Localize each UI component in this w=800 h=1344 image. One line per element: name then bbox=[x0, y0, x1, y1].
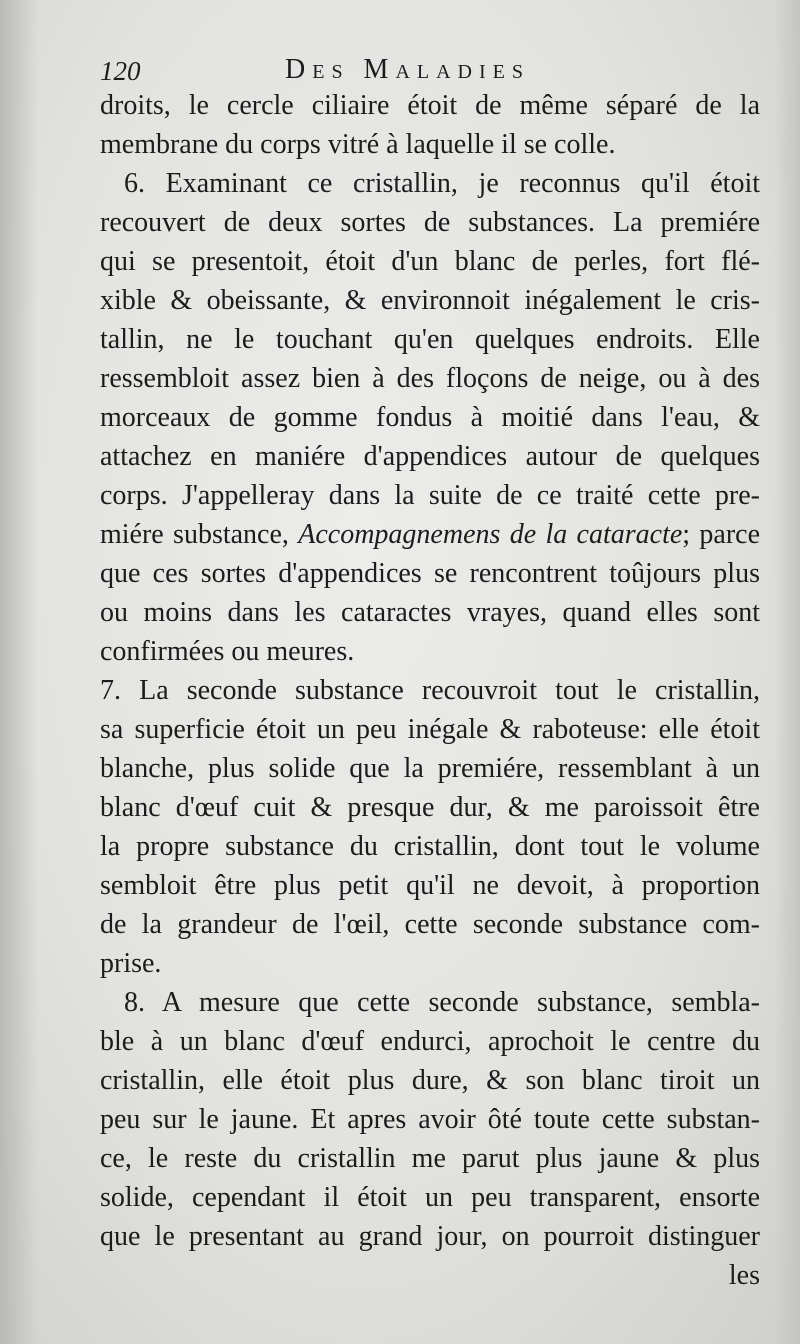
text-line: solide, cependant il étoit un peu transparent, ensorte bbox=[100, 1182, 760, 1213]
spine-shadow bbox=[0, 0, 38, 1344]
running-head: Des Maladies bbox=[285, 54, 531, 85]
text-line: xible & obeissante, & environnoit inégalement le cris- bbox=[100, 285, 760, 316]
italic-term: Accompagnemens de la cataracte bbox=[298, 519, 683, 550]
catchword: les bbox=[728, 1260, 760, 1291]
text-line: ou moins dans les cataractes vrayes, quand elles sont bbox=[100, 597, 760, 628]
text-line: ressembloit assez bien à des floçons de neige, ou à des bbox=[100, 363, 760, 394]
text-line: blanc d'œuf cuit & presque dur, & me paroissoit être bbox=[100, 792, 760, 823]
text-line: corps. J'appelleray dans la suite de ce traité cette pre- bbox=[100, 480, 760, 511]
page-edge-shadow bbox=[774, 0, 800, 1344]
text-line: droits, le cercle ciliaire étoit de même séparé de la bbox=[100, 90, 760, 121]
text-line: ce, le reste du cristallin me parut plus jaune & plus bbox=[100, 1143, 760, 1174]
text-line: de la grandeur de l'œil, cette seconde substance com- bbox=[100, 909, 760, 940]
text-line: morceaux de gomme fondus à moitié dans l'eau, & bbox=[100, 402, 760, 433]
text-line: recouvert de deux sortes de substances. La premiére bbox=[100, 207, 760, 238]
body-text bbox=[100, 86, 760, 1295]
text-line: attachez en maniére d'appendices autour de quelques bbox=[100, 441, 760, 472]
page-number: 120 bbox=[100, 56, 141, 86]
text-line: la propre substance du cristallin, dont tout le volume bbox=[100, 831, 760, 862]
paragraph-8-first-line: 8. A mesure que cette seconde substance, sembla- bbox=[124, 987, 760, 1018]
text-line: prise. bbox=[100, 948, 162, 979]
text-fragment: miére substance, bbox=[100, 519, 299, 550]
paragraph-7-first-line: 7. La seconde substance recouvroit tout le cristallin, bbox=[100, 675, 760, 706]
text-line: ble à un blanc d'œuf endurci, aprochoit le centre du bbox=[100, 1026, 760, 1057]
text-line: membrane du corps vitré à laquelle il se colle. bbox=[100, 129, 616, 160]
text-line: peu sur le jaune. Et apres avoir ôté toute cette substan- bbox=[100, 1104, 760, 1135]
text-line: sa superficie étoit un peu inégale & raboteuse: elle étoit bbox=[100, 714, 760, 745]
text-line: blanche, plus solide que la premiére, ressemblant à un bbox=[100, 753, 760, 784]
text-line: cristallin, elle étoit plus dure, & son blanc tiroit un bbox=[100, 1065, 760, 1096]
text-line: qui se presentoit, étoit d'un blanc de perles, fort flé- bbox=[100, 246, 760, 277]
text-line: confirmées ou meures. bbox=[100, 636, 355, 667]
text-line: que le presentant au grand jour, on pourroit distinguer bbox=[100, 1221, 760, 1252]
text-line: tallin, ne le touchant qu'en quelques endroits. Elle bbox=[100, 324, 760, 355]
paragraph-6-first-line: 6. Examinant ce cristallin, je reconnus qu'il étoit bbox=[124, 168, 760, 199]
text-fragment: ; parce bbox=[682, 519, 761, 550]
text-line-with-italic bbox=[100, 515, 760, 554]
text-line: sembloit être plus petit qu'il ne devoit, à proportion bbox=[100, 870, 760, 901]
text-line: que ces sortes d'appendices se rencontrent toûjours plus bbox=[100, 558, 760, 589]
